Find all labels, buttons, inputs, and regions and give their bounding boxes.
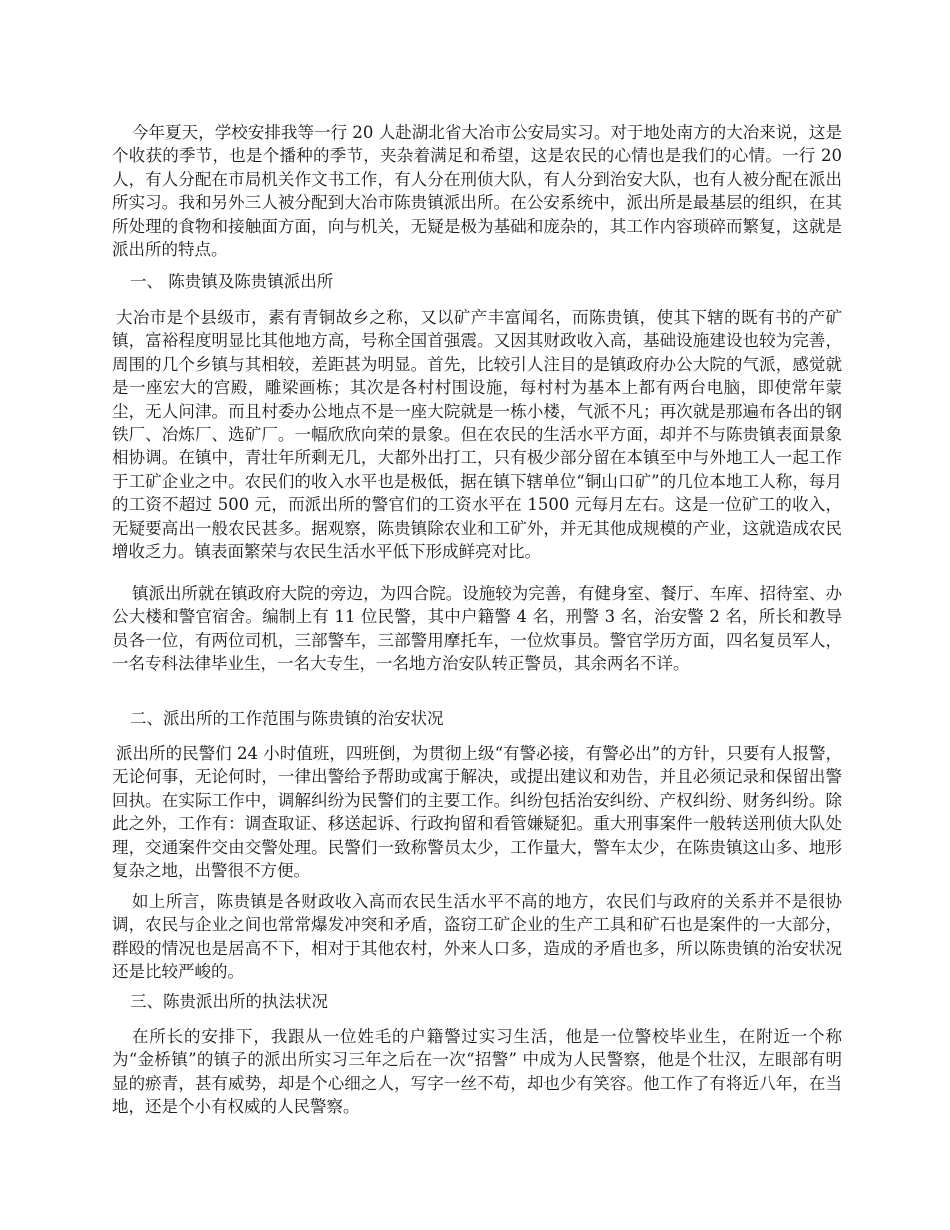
paragraph-police-station: 镇派出所就在镇政府大院的旁边，为四合院。设施较为完善，有健身室、餐厅、车库、招待室、办公大楼和警官宿舍。编制上有 11 位民警，其中户籍警 4 名，刑警 3 名，治安警 2 名，所长和教导员各一位，有两位司机，三部警车，三部警用摩托车，一位炊事员。警官学历方面，四名复员军人，一名专科法律毕业生，一名大专生，一名地方治安队转正警员，其余两名不详。 — [112, 584, 842, 674]
section-heading-3: 三、陈贵派出所的执法状况 — [130, 992, 328, 1011]
paragraph-town-overview: 大冶市是个县级市，素有青铜故乡之称，又以矿产丰富闻名，而陈贵镇，使其下辖的既有书的产矿镇，富裕程度明显比其他地方高，号称全国首强震。又因其财政收入高，基础设施建设也较为完善，周围的几个乡镇与其相较，差距甚为明显。首先，比较引人注目的是镇政府办公大院的气派，感觉就是一座宏大的宫殿，雕梁画栋；其次是各村村围设施，每村村为基本上都有两台电脑，即使常年蒙尘，无人问津。而且村委办公地点不是一座大院就是一栋小楼，气派不凡；再次就是那遍布各出的钢铁厂、冶炼厂、选矿厂。一幅欣欣向荣的景象。但在农民的生活水平方面，却并不与陈贵镇表面景象相协调。在镇中，青壮年所剩无几，大都外出打工，只有极少部分留在本镇至中与外地工人一起工作于工矿企业之中。农民们的收入水平也是极低，据在镇下辖单位“铜山口矿”的几位本地工人称，每月的工资不超过 500 元，而派出所的警官们的工资水平在 1500 元每月左右。这是一位矿工的收入，无疑要高出一般农民甚多。据观察，陈贵镇除农业和工矿外，并无其他成规模的产业，这就造成农民增收乏力。镇表面繁荣与农民生活水平低下形成鲜亮对比。 — [112, 308, 842, 562]
section-heading-1: 一、 陈贵镇及陈贵镇派出所 — [130, 272, 334, 291]
paragraph-work-scope: 派出所的民警们 24 小时值班，四班倒，为贯彻上级“有警必接，有警必出”的方针，只要有人报警，无论何事，无论何时，一律出警给予帮助或寓于解决，或提出建议和劝告，并且必须记录和保留出警回执。在实际工作中，调解纠纷为民警们的主要工作。纠纷包括治安纠纷、产权纠纷、财务纠纷。除此之外，工作有：调查取证、移送起诉、行政拘留和看管嫌疑犯。重大刑事案件一般转送刑侦大队处理，交通案件交由交警处理。民警们一致称警员太少，工作量大，警车太少，在陈贵镇这山多、地形复杂之地，出警很不方便。 — [112, 744, 842, 881]
paragraph-security-situation: 如上所言，陈贵镇是各财政收入高而农民生活水平不高的地方，农民们与政府的关系并不是很协调，农民与企业之间也常常爆发冲突和矛盾，盗窃工矿企业的生产工具和矿石也是案件的一大部分，群殴的情况也是居高不下，相对于其他农村，外来人口多，造成的矛盾也多，所以陈贵镇的治安状况还是比较严峻的。 — [112, 892, 842, 982]
section-heading-2: 二、派出所的工作范围与陈贵镇的治安状况 — [130, 709, 444, 728]
paragraph-intro: 今年夏天，学校安排我等一行 20 人赴湖北省大冶市公安局实习。对于地处南方的大冶来说，这是个收获的季节，也是个播种的季节，夹杂着满足和希望，这是农民的心情也是我们的心情。一行 20 人，有人分配在市局机关作文书工作，有人分在刑侦大队，有人分到治安大队，也有人被分配在派出所实习。我和另外三人被分配到大冶市陈贵镇派出所。在公安系统中，派出所是最基层的组织，在其所处理的食物和接触面方面，向与机关，无疑是极为基础和庞杂的，其工作内容琐碎而繁复，这就是派出所的特点。 — [112, 123, 842, 260]
paragraph-law-enforcement: 在所长的安排下，我跟从一位姓毛的户籍警过实习生活，他是一位警校毕业生，在附近一个称为“金桥镇”的镇子的派出所实习三年之后在一次“招警” 中成为人民警察，他是个壮汉，左眼部有明显的瘀青，甚有威势，却是个心细之人，写字一丝不苟，却也少有笑容。他工作了有将近八年，在当地，还是个小有权威的人民警察。 — [112, 1027, 842, 1117]
